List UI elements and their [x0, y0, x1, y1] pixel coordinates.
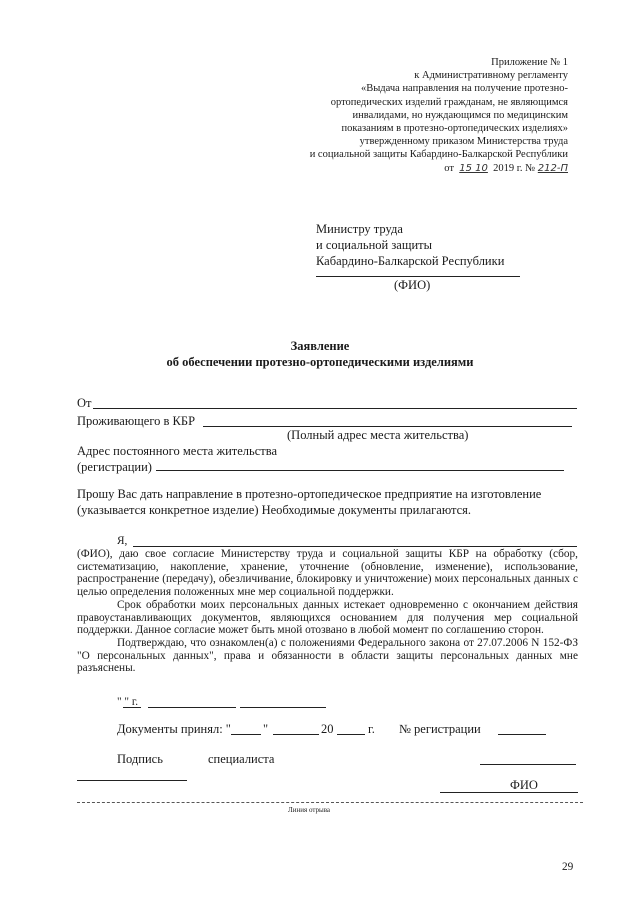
- consent-month-line[interactable]: [148, 707, 236, 708]
- request-line-1: Прошу Вас дать направление в протезно-ортопедическое предприятие на изготовление: [77, 487, 542, 501]
- addressee-line: Министру труда: [316, 222, 403, 236]
- consent-paragraph-3: Подтверждаю, что ознакомлен(а) с положениями Федерального закона от 27.07.2006 N 152-ФЗ "О персональных данных", права и обязанности в области защиты персональных данных мне разъяснены.: [77, 636, 578, 675]
- consent-paragraph-2: Срок обработки моих персональных данных истекает одновременно с окончанием действия правоустанавливающих документов, являющихся основанием для получения мер социальной поддержки. Данное согласие может быть мной отозвано в любой момент по соглашению сторон.: [77, 598, 578, 637]
- document-title: Заявление: [290, 339, 350, 353]
- addressee-line: Кабардино-Балкарской Республики: [316, 254, 505, 268]
- signature-line[interactable]: [77, 780, 187, 781]
- handwritten-date: 15 10: [459, 162, 488, 174]
- from-label: От: [77, 396, 92, 410]
- tear-off-line: [77, 802, 583, 803]
- from-line[interactable]: [93, 408, 577, 409]
- docs-year-suffix: г.: [368, 722, 375, 736]
- appendix-line: утвержденному приказом Министерства труда: [359, 136, 568, 148]
- appendix-date-line: от 15 10 2019 г. № 212-П: [444, 162, 568, 174]
- appendix-line: показаниям в протезно-ортопедических изделиях»: [341, 123, 568, 135]
- specialist-label: специалиста: [208, 752, 275, 766]
- appendix-block: [310, 56, 568, 175]
- docs-year-line[interactable]: [337, 734, 365, 735]
- docs-month-line[interactable]: [273, 734, 319, 735]
- permanent-address-label: Адрес постоянного места жительства: [77, 444, 278, 458]
- addressee-block: [316, 221, 504, 269]
- page-number: 29: [562, 861, 574, 873]
- docs-quote: ": [263, 722, 269, 736]
- appendix-line: к Административному регламенту: [414, 70, 568, 82]
- registration-line[interactable]: [156, 470, 564, 471]
- consent-date-line: " " г.: [117, 696, 139, 708]
- addressee-line: и социальной защиты: [316, 238, 433, 252]
- docs-year-prefix: 20: [321, 722, 334, 736]
- document-subtitle: об обеспечении протезно-ортопедическими изделиями: [166, 355, 474, 369]
- consent-day-line[interactable]: [123, 707, 141, 708]
- appendix-line: Приложение № 1: [491, 57, 568, 68]
- residing-line[interactable]: [203, 426, 572, 427]
- consent-year-line[interactable]: [240, 707, 326, 708]
- handwritten-number: 212-П: [537, 162, 568, 174]
- addressee-fio-caption: (ФИО): [394, 278, 431, 292]
- appendix-line: инвалидами, но нуждающимся по медицинским: [352, 109, 568, 121]
- specialist-signature-line[interactable]: [480, 764, 576, 765]
- consent-ya: Я,: [117, 535, 128, 547]
- fio-line[interactable]: [440, 792, 578, 793]
- registration-label: (регистрации): [77, 460, 152, 474]
- consent-name-line[interactable]: [133, 546, 577, 547]
- docs-day-line[interactable]: [231, 734, 261, 735]
- docs-accepted-label: Документы принял: ": [117, 722, 231, 736]
- consent-paragraph-1: (ФИО), даю свое согласие Министерству труда и социальной защиты КБР на обработку (сбор, систематизацию, накопление, хранение, уточнение (обновление, изменение), использование, распространение (передачу), обезличивание, блокировку и уничтожение) моих персональных данных с целью определения положенных мне мер социальной поддержки.: [77, 548, 578, 599]
- tear-off-label: Линия отрыва: [288, 806, 331, 814]
- registration-number-label: № регистрации: [399, 722, 481, 736]
- address-caption: (Полный адрес места жительства): [287, 428, 469, 442]
- request-line-2: (указывается конкретное изделие) Необходимые документы прилагаются.: [77, 503, 472, 517]
- addressee-fio-line: [316, 276, 520, 277]
- fio-label: ФИО: [510, 778, 538, 792]
- appendix-line: ортопедических изделий гражданам, не являющимся: [330, 96, 568, 108]
- residing-label: Проживающего в КБР: [77, 414, 196, 428]
- registration-number-line[interactable]: [498, 734, 546, 735]
- appendix-line: «Выдача направления на получение протезно-: [360, 83, 568, 95]
- signature-label: Подпись: [117, 752, 163, 766]
- consent-text: [77, 548, 578, 675]
- appendix-line: и социальной защиты Кабардино-Балкарской Республики: [309, 149, 568, 161]
